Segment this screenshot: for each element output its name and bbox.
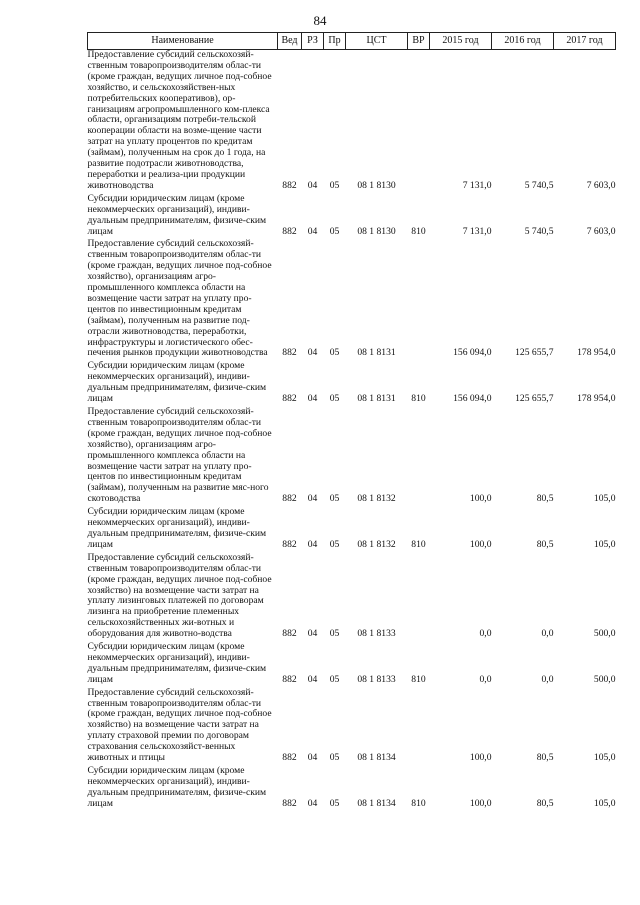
row-pr: 05	[329, 225, 340, 237]
row-rz: 04	[307, 347, 318, 359]
row-value-2016: 0,0	[541, 628, 554, 640]
header-rz: РЗ	[302, 33, 324, 50]
row-value-2017: 178 954,0	[577, 347, 616, 359]
row-pr: 05	[329, 752, 340, 764]
row-cst: 08 1 8133	[357, 673, 396, 685]
header-ved: Вед	[278, 33, 302, 50]
row-vr: 810	[411, 225, 426, 237]
row-cst: 08 1 8133	[357, 628, 396, 640]
row-ved: 882	[282, 797, 297, 809]
header-cst: ЦСТ	[346, 33, 408, 50]
row-name: Предоставление субсидий сельскохозяй-ственным товаропроизводителям облас-ти (кроме граждан, ведущих личное под-собное хозяйство), организациям агро-промышленного комплекса области на возмещение части затрат на уплату про-центов по инвестиционным кредитам (займам), полученным на развитие под-отрасли животноводства, переработки, инфраструктуры и логистического обес-печения рынков продукции животноводства	[87, 238, 272, 359]
row-value-2017: 500,0	[593, 673, 616, 685]
row-name: Предоставление субсидий сельскохозяй-ственным товаропроизводителям облас-ти (кроме граждан, ведущих личное под-собное хозяйство) на возмещение части затрат на уплату страховой премии по договорам страхования сельскохозяйст-венных животных и птицы	[87, 686, 272, 764]
row-value-2015: 100,0	[469, 752, 492, 764]
row-name: Субсидии юридическим лицам (кроме некоммерческих организаций), индиви-дуальным предпринимателям, физиче-ским лицам	[87, 765, 267, 809]
row-vr: 810	[411, 673, 426, 685]
table-row	[88, 505, 616, 551]
budget-table	[87, 32, 616, 810]
page-number: 84	[313, 13, 327, 28]
row-value-2017: 500,0	[593, 628, 616, 640]
row-rz: 04	[307, 673, 318, 685]
row-pr: 05	[329, 493, 340, 505]
row-name: Субсидии юридическим лицам (кроме некоммерческих организаций), индиви-дуальным предпринимателям, физиче-ским лицам	[87, 360, 267, 405]
table-row	[88, 764, 616, 810]
row-ved: 882	[282, 538, 297, 550]
row-cst: 08 1 8134	[357, 752, 396, 764]
header-vr: ВР	[408, 33, 430, 50]
row-vr: 810	[411, 538, 426, 550]
row-name: Субсидии юридическим лицам (кроме некоммерческих организаций), индиви-дуальным предпринимателям, физиче-ским лицам	[87, 192, 267, 237]
row-pr: 05	[329, 797, 340, 809]
row-name: Предоставление субсидий сельскохозяй-ственным товаропроизводителям облас-ти (кроме граждан, ведущих личное под-собное хозяйство), организациям агро-промышленного комплекса области на возмещение части затрат на уплату про-центов по инвестиционным кредитам (займам), полученным на развитие мяс-ного скотоводства	[87, 406, 272, 505]
row-value-2017: 105,0	[593, 797, 616, 809]
row-value-2016: 125 655,7	[515, 347, 554, 359]
row-cst: 08 1 8131	[357, 347, 396, 359]
row-value-2016: 80,5	[536, 797, 554, 809]
row-value-2015: 7 131,0	[462, 179, 492, 191]
table-header-row	[88, 33, 616, 50]
row-cst: 08 1 8131	[357, 393, 396, 405]
table-row	[88, 686, 616, 764]
row-vr	[408, 686, 430, 764]
row-rz: 04	[307, 179, 318, 191]
row-name: Субсидии юридическим лицам (кроме некоммерческих организаций), индиви-дуальным предпринимателям, физиче-ским лицам	[87, 506, 267, 550]
row-cst: 08 1 8132	[357, 493, 396, 505]
row-ved: 882	[282, 347, 297, 359]
row-value-2017: 7 603,0	[586, 179, 616, 191]
row-vr	[408, 237, 430, 359]
row-rz: 04	[307, 752, 318, 764]
table-row	[88, 551, 616, 640]
row-cst: 08 1 8130	[357, 179, 396, 191]
row-pr: 05	[329, 347, 340, 359]
table-row	[88, 50, 616, 192]
table-row	[88, 405, 616, 505]
row-value-2016: 80,5	[536, 493, 554, 505]
row-name: Субсидии юридическим лицам (кроме некоммерческих организаций), индиви-дуальным предпринимателям, физиче-ским лицам	[87, 641, 267, 685]
table-row	[88, 640, 616, 686]
row-value-2015: 100,0	[469, 797, 492, 809]
row-rz: 04	[307, 538, 318, 550]
table-row	[88, 192, 616, 238]
header-2016: 2016 год	[492, 33, 554, 50]
row-name: Предоставление субсидий сельскохозяй-ственным товаропроизводителям облас-ти (кроме граждан, ведущих личное под-собное хозяйство, и сельскохозяйствен-ных потребительских кооперативов), ор-ганизациям агропромышленного ком-плекса области, организациям потреби-тельской кооперации области на возме-щение части затрат на уплату процентов по кредитам (займам), полученным на срок до 1 года, на развитие подотрасли животноводства, переработки и реализа-ции продукции животноводства	[87, 49, 272, 191]
row-value-2015: 156 094,0	[453, 393, 492, 405]
row-pr: 05	[329, 673, 340, 685]
row-vr: 810	[411, 393, 426, 405]
row-ved: 882	[282, 225, 297, 237]
row-rz: 04	[307, 393, 318, 405]
row-value-2015: 0,0	[479, 628, 492, 640]
row-vr: 810	[411, 797, 426, 809]
row-value-2017: 7 603,0	[586, 225, 616, 237]
header-name: Наименование	[88, 33, 278, 50]
row-cst: 08 1 8130	[357, 225, 396, 237]
row-value-2017: 105,0	[593, 493, 616, 505]
row-rz: 04	[307, 797, 318, 809]
row-value-2016: 80,5	[536, 752, 554, 764]
row-vr	[408, 405, 430, 505]
header-2017: 2017 год	[554, 33, 616, 50]
row-ved: 882	[282, 179, 297, 191]
row-value-2015: 100,0	[469, 538, 492, 550]
row-ved: 882	[282, 393, 297, 405]
row-rz: 04	[307, 493, 318, 505]
row-name: Предоставление субсидий сельскохозяй-ственным товаропроизводителям облас-ти (кроме граждан, ведущих личное под-собное хозяйство) на возмещение части затрат на уплату лизинговых платежей по договорам лизинга на приобретение племенных сельскохозяйственных жи-вотных и оборудования для животно-водства	[87, 551, 272, 640]
row-value-2015: 7 131,0	[462, 225, 492, 237]
row-value-2015: 0,0	[479, 673, 492, 685]
row-value-2016: 125 655,7	[515, 393, 554, 405]
row-ved: 882	[282, 628, 297, 640]
row-value-2016: 0,0	[541, 673, 554, 685]
row-value-2017: 105,0	[593, 538, 616, 550]
row-value-2017: 105,0	[593, 752, 616, 764]
row-ved: 882	[282, 752, 297, 764]
row-pr: 05	[329, 538, 340, 550]
header-pr: Пр	[324, 33, 346, 50]
row-value-2016: 80,5	[536, 538, 554, 550]
table-body	[88, 50, 616, 810]
row-value-2015: 100,0	[469, 493, 492, 505]
row-rz: 04	[307, 225, 318, 237]
row-pr: 05	[329, 628, 340, 640]
row-vr	[408, 50, 430, 192]
table-row	[88, 359, 616, 405]
row-ved: 882	[282, 493, 297, 505]
row-value-2016: 5 740,5	[524, 225, 554, 237]
row-pr: 05	[329, 393, 340, 405]
header-2015: 2015 год	[430, 33, 492, 50]
row-value-2015: 156 094,0	[453, 347, 492, 359]
row-ved: 882	[282, 673, 297, 685]
table-row	[88, 237, 616, 359]
row-value-2016: 5 740,5	[524, 179, 554, 191]
row-value-2017: 178 954,0	[577, 393, 616, 405]
row-rz: 04	[307, 628, 318, 640]
row-cst: 08 1 8134	[357, 797, 396, 809]
row-pr: 05	[329, 179, 340, 191]
row-cst: 08 1 8132	[357, 538, 396, 550]
row-vr	[408, 551, 430, 640]
